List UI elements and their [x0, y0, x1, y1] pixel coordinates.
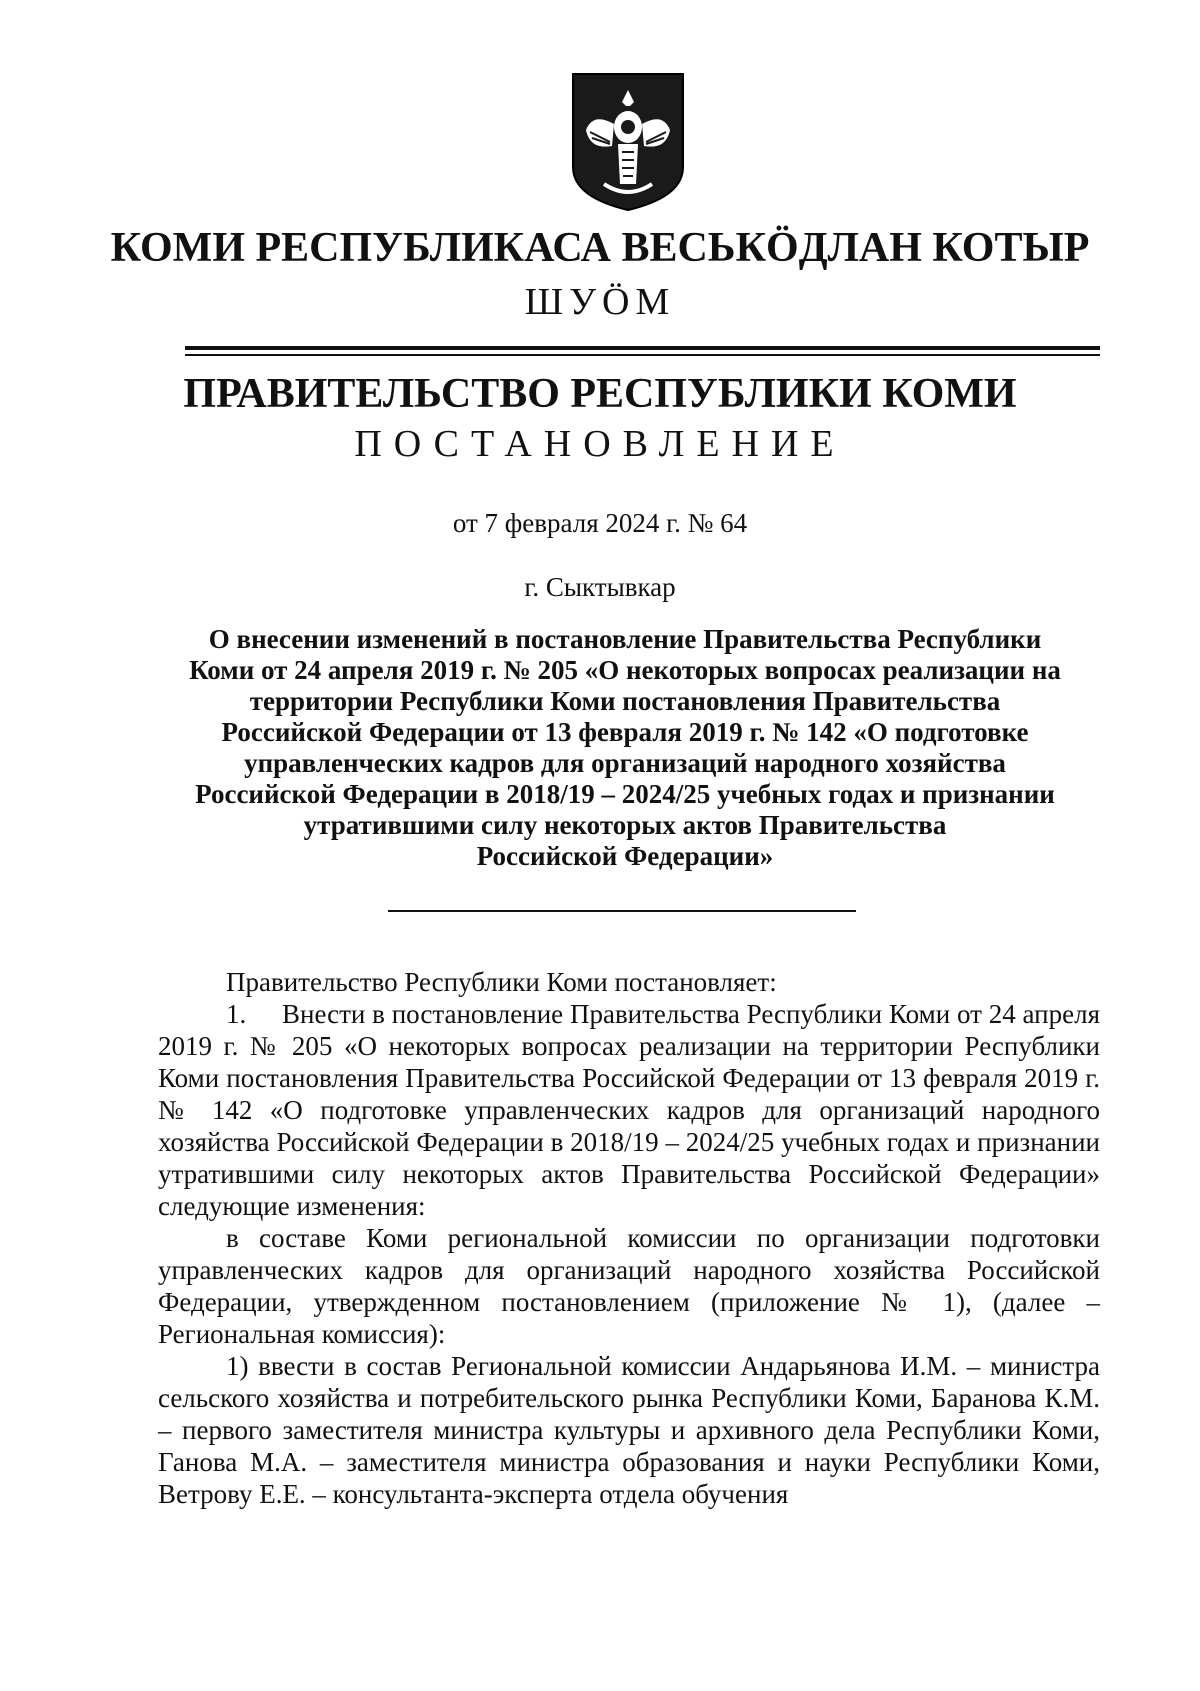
coat-of-arms-emblem — [568, 72, 688, 212]
subject-line: Российской Федерации в 2018/19 – 2024/25 учебных годах и признании — [195, 779, 1055, 809]
komi-government-title: КОМИ РЕСПУБЛИКАСА ВЕСЬКӦДЛАН КОТЫР — [110, 225, 1090, 271]
subject-line: О внесении изменений в постановление Правительства Республики — [208, 624, 1042, 654]
subject-line: Российской Федерации» — [476, 841, 774, 871]
decree-city: г. Сыктывкар — [524, 572, 676, 602]
government-title: ПРАВИТЕЛЬСТВО РЕСПУБЛИКИ КОМИ — [183, 371, 1017, 417]
decree-paragraph: в составе Коми региональной комиссии по организации подготовки управленческих кадров для организаций народного хозяйства Российской Федерации, утвержденном постановлением (приложение № 1), (далее – Региональная комиссия): — [158, 1223, 1100, 1349]
decree-label: ПОСТАНОВЛЕНИЕ — [354, 423, 846, 465]
subject-divider — [388, 910, 856, 912]
komi-decree-label: ШУӦМ — [524, 281, 676, 323]
item-number: 1. — [226, 999, 247, 1029]
subject-line: утратившими силу некоторых актов Правительства — [303, 810, 947, 840]
subject-line: Коми от 24 апреля 2019 г. № 205 «О некоторых вопросах реализации на — [189, 655, 1061, 685]
decree-item-1 — [158, 998, 1100, 1222]
decree-intro: Правительство Республики Коми постановляет: — [226, 967, 777, 997]
header-divider-thin — [185, 354, 1100, 356]
decree-subject — [150, 624, 1100, 872]
decree-body — [158, 966, 1100, 1510]
decree-date-number: от 7 февраля 2024 г. № 64 — [452, 508, 748, 538]
decree-paragraph: 1) ввести в состав Региональной комиссии Андарьянова И.М. – министра сельского хозяйства и потребительского рынка Республики Коми, Баранова К.М. – первого заместителя министра культуры и архивного дела Республики Коми, Ганова М.А. – заместителя министра образования и науки Республики Коми, Ветрову Е.Е. – консультанта-эксперта отдела обучения — [158, 1351, 1100, 1509]
header-divider-thick — [185, 346, 1100, 350]
subject-line: управленческих кадров для организаций народного хозяйства — [244, 748, 1006, 778]
item-text: Внести в постановление Правительства Республики Коми от 24 апреля 2019 г. № 205 «О некоторых вопросах реализации на территории Республики Коми постановления Правительства Российской Федерации от 13 февраля 2019 г. № 142 «О подготовке управленческих кадров для организаций народного хозяйства Российской Федерации в 2018/19 – 2024/25 учебных годах и признании утратившими силу некоторых актов Правительства Российской Федерации» следующие изменения: — [158, 999, 1100, 1221]
subject-line: территории Республики Коми постановления Правительства — [249, 686, 1001, 716]
subject-line: Российской Федерации от 13 февраля 2019 г. № 142 «О подготовке — [221, 717, 1029, 747]
